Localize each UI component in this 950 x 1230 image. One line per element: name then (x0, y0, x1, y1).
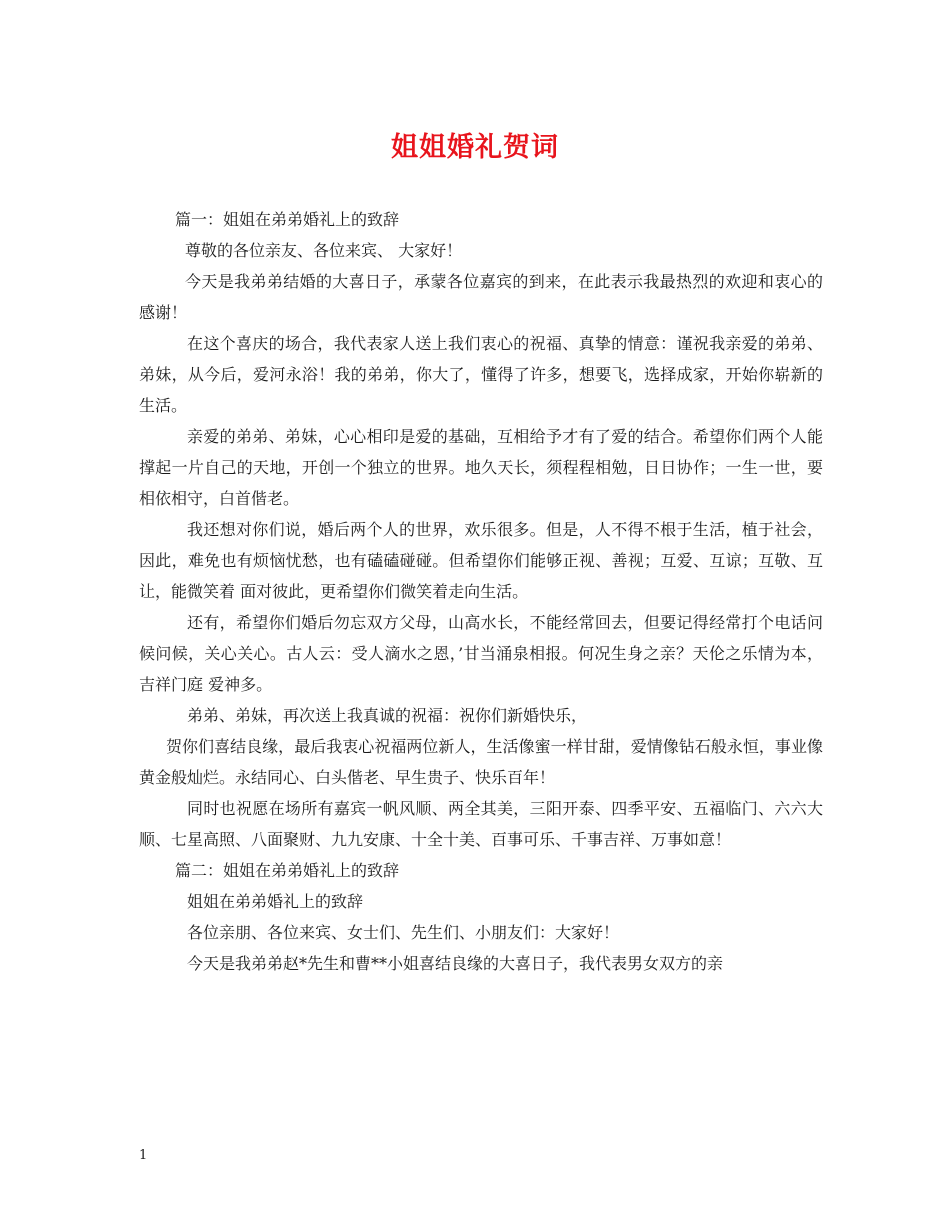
paragraph: 还有，希望你们婚后勿忘双方父母，山高水长，不能经常回去，但要记得经常打个电话问候问候，关心关心。古人云：受人滴水之恩，’甘当涌泉相报。何况生身之亲？天伦之乐情为本，吉祥门庭 爱神多。 (139, 613, 823, 694)
section-heading: 篇一：姐姐在弟弟婚礼上的致辞 (175, 210, 400, 229)
document-body (139, 204, 823, 979)
paragraph: 今天是我弟弟结婚的大喜日子，承蒙各位嘉宾的到来，在此表示我最热烈的欢迎和衷心的感谢！ (139, 272, 823, 322)
paragraph: 亲爱的弟弟、弟妹，心心相印是爱的基础，互相给予才有了爱的结合。希望你们两个人能撑起一片自己的天地，开创一个独立的世界。地久天长，须程程相勉，日日协作；一生一世，要相依相守，白首偕老。 (139, 427, 823, 508)
document-title: 姐姐婚礼贺词 (391, 132, 559, 163)
subheading: 姐姐在弟弟婚礼上的致辞 (187, 892, 364, 911)
section-heading: 篇二：姐姐在弟弟婚礼上的致辞 (175, 861, 400, 880)
paragraph: 在这个喜庆的场合，我代表家人送上我们衷心的祝福、真挚的情意：谨祝我亲爱的弟弟、弟妹，从今后，爱河永浴！我的弟弟，你大了，懂得了许多，想要飞，选择成家，开始你崭新的生活。 (139, 334, 823, 415)
paragraph: 今天是我弟弟赵*先生和曹**小姐喜结良缘的大喜日子，我代表男女双方的亲 (187, 954, 724, 973)
paragraph: 贺你们喜结良缘，最后我衷心祝福两位新人，生活像蜜一样甘甜，爱情像钻石般永恒，事业像黄金般灿烂。永结同心、白头偕老、早生贵子、快乐百年！ (139, 737, 823, 787)
greeting: 尊敬的各位亲友、各位来宾、 大家好！ (185, 241, 463, 260)
paragraph: 弟弟、弟妹，再次送上我真诚的祝福：祝你们新婚快乐， (187, 706, 588, 725)
page-number: 1 (139, 1148, 148, 1163)
paragraph: 同时也祝愿在场所有嘉宾一帆风顺、两全其美，三阳开泰、四季平安、五福临门、六六大顺、七星高照、八面聚财、九九安康、十全十美、百事可乐、千事吉祥、万事如意！ (139, 799, 823, 849)
paragraph: 我还想对你们说，婚后两个人的世界，欢乐很多。但是，人不得不根于生活，植于社会，因此，难免也有烦恼忧愁，也有磕磕碰碰。但希望你们能够正视、善视；互爱、互谅；互敬、互让，能微笑着 面对彼此，更希望你们微笑着走向生活。 (139, 520, 823, 601)
greeting: 各位亲朋、各位来宾、女士们、先生们、小朋友们：大家好！ (187, 923, 620, 942)
